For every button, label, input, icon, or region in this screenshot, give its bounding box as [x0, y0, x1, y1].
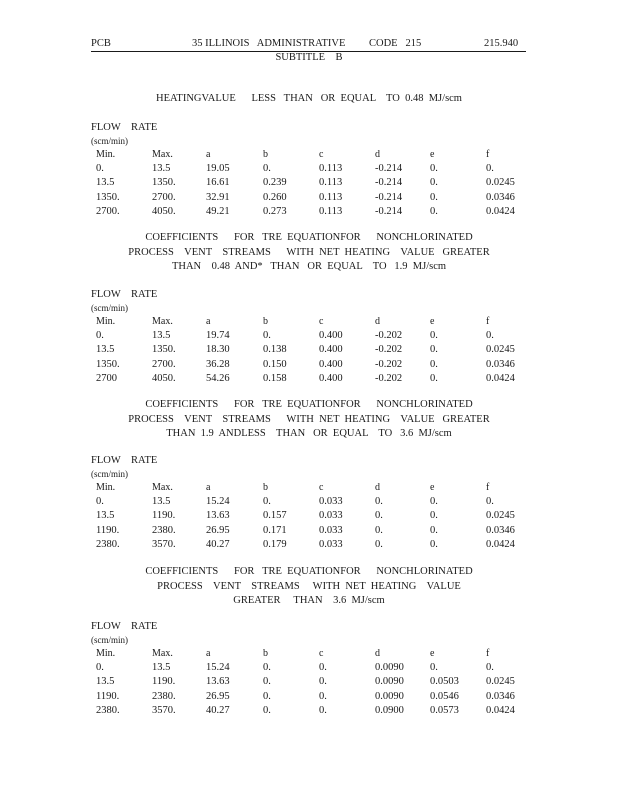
table-header-row: [0, 150, 618, 164]
table-row: [0, 526, 618, 540]
section-caption: [0, 94, 618, 109]
table-cell: 2380.: [152, 690, 176, 702]
column-header: a: [206, 482, 211, 493]
table-cell: 32.91: [206, 191, 230, 203]
section-caption: [0, 400, 618, 444]
table-cell: 16.61: [206, 177, 230, 189]
table-cell: 40.27: [206, 538, 230, 550]
table-cell: 4050.: [152, 372, 176, 384]
table-cell: 40.27: [206, 704, 230, 716]
table-cell: 0.: [263, 690, 271, 702]
table-cell: -0.214: [375, 177, 403, 189]
table-cell: 0.: [430, 177, 438, 189]
table-cell: 13.5: [96, 510, 115, 522]
table-cell: 0.179: [263, 538, 287, 550]
table-cell: -0.202: [375, 358, 403, 370]
table-cell: 54.26: [206, 372, 230, 384]
table-cell: 13.5: [96, 177, 115, 189]
page-header: [91, 39, 526, 52]
table-cell: 1190.: [96, 524, 120, 536]
table-cell: 0.260: [263, 191, 287, 203]
table-cell: 0.: [375, 538, 383, 550]
table-cell: 13.5: [96, 344, 115, 356]
table-cell: 0.: [430, 496, 438, 508]
table-cell: 0.: [263, 676, 271, 688]
column-header: f: [486, 149, 490, 160]
column-header: f: [486, 648, 490, 659]
column-header: Max.: [152, 316, 173, 327]
table-cell: 0.: [319, 704, 327, 716]
header-subtitle: SUBTITLE B: [275, 52, 343, 63]
table-cell: 0.: [430, 358, 438, 370]
table-row: [0, 193, 618, 207]
table-row: [0, 207, 618, 221]
table-cell: 2380.: [96, 704, 120, 716]
table-cell: 0.273: [263, 205, 287, 217]
column-header: f: [486, 482, 490, 493]
table-cell: 1350.: [96, 191, 120, 203]
caption-line: COEFFICIENTS FOR TRE EQUATIONFOR NONCHLORINATED: [145, 399, 473, 410]
caption-line: HEATINGVALUE LESS THAN OR EQUAL TO 0.48 MJ/scm: [156, 93, 462, 104]
table-header-row: [0, 649, 618, 663]
column-header: d: [375, 149, 380, 160]
table-cell: 0.0245: [486, 510, 515, 522]
table-cell: 0.0090: [375, 690, 404, 702]
caption-line: PROCESS VENT STREAMS WITH NET HEATING VALUE GREATER: [128, 413, 490, 425]
table-row: [0, 164, 618, 178]
table-cell: 4050.: [152, 205, 176, 217]
table-cell: 1350.: [152, 177, 176, 189]
table-cell: 0.: [263, 496, 271, 508]
flow-rate-label: FLOW RATE: [91, 122, 158, 133]
table-cell: 0.: [263, 704, 271, 716]
table-cell: 2700.: [96, 205, 120, 217]
table-cell: 19.74: [206, 330, 230, 342]
column-header: Min.: [96, 316, 116, 327]
column-header: d: [375, 482, 380, 493]
column-header: c: [319, 149, 324, 160]
table-row: [0, 511, 618, 525]
table-cell: 0.033: [319, 510, 343, 522]
column-header: Min.: [96, 648, 116, 659]
table-cell: 0.: [96, 330, 104, 342]
column-header: a: [206, 648, 211, 659]
table-cell: 0.: [96, 662, 104, 674]
table-cell: -0.214: [375, 191, 403, 203]
table-cell: -0.214: [375, 163, 403, 175]
section-caption: [0, 233, 618, 277]
flow-rate-units: (scm/min): [91, 469, 128, 479]
table-cell: 0.: [430, 510, 438, 522]
column-header: Max.: [152, 648, 173, 659]
table-cell: 0.0346: [486, 191, 515, 203]
table-cell: 0.: [430, 538, 438, 550]
column-header: c: [319, 482, 324, 493]
table-cell: 0.0245: [486, 177, 515, 189]
table-cell: 0.0090: [375, 676, 404, 688]
table-cell: 0.239: [263, 177, 287, 189]
caption-line: COEFFICIENTS FOR TRE EQUATIONFOR NONCHLORINATED: [145, 566, 473, 577]
table-cell: 1350.: [96, 358, 120, 370]
table-cell: 0.0546: [430, 690, 459, 702]
table-cell: 0.: [430, 344, 438, 356]
table-cell: 0.158: [263, 372, 287, 384]
table-cell: 0.: [486, 496, 494, 508]
column-header: a: [206, 149, 211, 160]
column-header: e: [430, 482, 435, 493]
table-row: [0, 540, 618, 554]
table-cell: 0.0346: [486, 524, 515, 536]
table-cell: 26.95: [206, 690, 230, 702]
flow-rate-units: (scm/min): [91, 136, 128, 146]
table-cell: 0.: [263, 662, 271, 674]
table-cell: 0.: [375, 510, 383, 522]
flow-rate-label: FLOW RATE: [91, 621, 158, 632]
table-cell: 3570.: [152, 704, 176, 716]
column-header: Max.: [152, 482, 173, 493]
table-cell: 0.: [430, 205, 438, 217]
table-row: [0, 178, 618, 192]
table-cell: 0.: [375, 524, 383, 536]
table-cell: 0.: [263, 163, 271, 175]
header-left: PCB: [91, 38, 111, 49]
table-cell: 0.033: [319, 538, 343, 550]
table-cell: 3570.: [152, 538, 176, 550]
table-cell: -0.202: [375, 330, 403, 342]
table-cell: 0.0424: [486, 205, 515, 217]
table-cell: 0.: [96, 163, 104, 175]
flow-rate-units: (scm/min): [91, 635, 128, 645]
table-cell: 2380.: [96, 538, 120, 550]
table-header-row: [0, 483, 618, 497]
table-row: [0, 692, 618, 706]
table-cell: 0.: [430, 372, 438, 384]
coefficient-table: [0, 483, 618, 554]
header-section: 215.940: [484, 38, 519, 49]
table-cell: -0.202: [375, 372, 403, 384]
table-cell: 2700: [96, 372, 117, 384]
table-cell: 0.0346: [486, 358, 515, 370]
table-row: [0, 331, 618, 345]
table-cell: 13.63: [206, 676, 230, 688]
table-cell: 0.0573: [430, 704, 459, 716]
table-cell: 0.: [430, 662, 438, 674]
table-cell: 15.24: [206, 496, 230, 508]
column-header: b: [263, 648, 268, 659]
table-cell: 0.113: [319, 163, 343, 175]
table-cell: 0.400: [319, 358, 343, 370]
table-row: [0, 706, 618, 720]
column-header: a: [206, 316, 211, 327]
table-cell: 2380.: [152, 524, 176, 536]
table-cell: 0.: [486, 330, 494, 342]
coefficient-table: [0, 150, 618, 221]
column-header: Min.: [96, 482, 116, 493]
table-row: [0, 345, 618, 359]
column-header: Max.: [152, 149, 173, 160]
table-cell: 0.0503: [430, 676, 459, 688]
flow-rate-label: FLOW RATE: [91, 455, 158, 466]
table-cell: 0.: [430, 524, 438, 536]
table-cell: 0.400: [319, 344, 343, 356]
table-cell: 13.63: [206, 510, 230, 522]
column-header: Min.: [96, 149, 116, 160]
table-cell: 0.0090: [375, 662, 404, 674]
table-cell: 0.0245: [486, 676, 515, 688]
column-header: b: [263, 482, 268, 493]
table-cell: 13.5: [152, 163, 171, 175]
table-cell: 0.113: [319, 191, 343, 203]
table-cell: 0.113: [319, 177, 343, 189]
table-header-row: [0, 317, 618, 331]
table-cell: 2700.: [152, 191, 176, 203]
table-cell: 0.033: [319, 524, 343, 536]
header-code: CODE 215: [369, 38, 422, 49]
column-header: e: [430, 648, 435, 659]
column-header: d: [375, 648, 380, 659]
table-cell: 0.: [96, 496, 104, 508]
table-cell: 0.: [319, 690, 327, 702]
table-cell: 0.0346: [486, 690, 515, 702]
header-title: 35 ILLINOIS ADMINISTRATIVE: [192, 38, 346, 49]
table-cell: 13.5: [152, 496, 171, 508]
table-cell: 0.171: [263, 524, 287, 536]
column-header: f: [486, 316, 490, 327]
caption-line: PROCESS VENT STREAMS WITH NET HEATING VALUE: [157, 580, 461, 592]
table-cell: 49.21: [206, 205, 230, 217]
column-header: e: [430, 149, 435, 160]
table-cell: 15.24: [206, 662, 230, 674]
coefficient-table: [0, 317, 618, 388]
table-cell: 0.400: [319, 372, 343, 384]
column-header: c: [319, 316, 324, 327]
table-cell: 18.30: [206, 344, 230, 356]
table-cell: 13.5: [152, 662, 171, 674]
table-cell: 19.05: [206, 163, 230, 175]
table-cell: 1350.: [152, 344, 176, 356]
column-header: b: [263, 149, 268, 160]
column-header: c: [319, 648, 324, 659]
table-cell: 1190.: [96, 690, 120, 702]
table-cell: 0.: [486, 662, 494, 674]
table-cell: 0.0424: [486, 704, 515, 716]
table-cell: 0.0245: [486, 344, 515, 356]
table-cell: 0.: [430, 163, 438, 175]
caption-line: PROCESS VENT STREAMS WITH NET HEATING VALUE GREATER: [128, 246, 490, 258]
table-cell: 1190.: [152, 510, 176, 522]
table-cell: 1190.: [152, 676, 176, 688]
table-cell: 0.0424: [486, 372, 515, 384]
table-cell: 0.138: [263, 344, 287, 356]
table-cell: 26.95: [206, 524, 230, 536]
table-row: [0, 374, 618, 388]
caption-line: THAN 1.9 ANDLESS THAN OR EQUAL TO 3.6 MJ/scm: [166, 428, 452, 439]
column-header: e: [430, 316, 435, 327]
table-cell: -0.202: [375, 344, 403, 356]
table-cell: 0.: [375, 496, 383, 508]
flow-rate-units: (scm/min): [91, 303, 128, 313]
table-cell: 0.: [430, 191, 438, 203]
table-cell: 0.: [486, 163, 494, 175]
table-cell: 0.: [430, 330, 438, 342]
flow-rate-label: FLOW RATE: [91, 289, 158, 300]
table-cell: 0.033: [319, 496, 343, 508]
table-cell: -0.214: [375, 205, 403, 217]
table-row: [0, 677, 618, 691]
caption-line: THAN 0.48 AND* THAN OR EQUAL TO 1.9 MJ/scm: [171, 261, 447, 272]
table-cell: 0.400: [319, 330, 343, 342]
table-cell: 13.5: [96, 676, 115, 688]
caption-line: GREATER THAN 3.6 MJ/scm: [233, 595, 385, 606]
table-cell: 0.: [263, 330, 271, 342]
table-row: [0, 497, 618, 511]
table-cell: 0.113: [319, 205, 343, 217]
table-cell: 0.: [319, 676, 327, 688]
table-cell: 36.28: [206, 358, 230, 370]
table-cell: 2700.: [152, 358, 176, 370]
section-caption: [0, 567, 618, 611]
table-row: [0, 663, 618, 677]
table-cell: 0.0424: [486, 538, 515, 550]
table-cell: 0.0900: [375, 704, 404, 716]
table-cell: 0.157: [263, 510, 287, 522]
coefficient-table: [0, 649, 618, 720]
column-header: d: [375, 316, 380, 327]
table-cell: 13.5: [152, 330, 171, 342]
column-header: b: [263, 316, 268, 327]
table-row: [0, 360, 618, 374]
table-cell: 0.150: [263, 358, 287, 370]
table-cell: 0.: [319, 662, 327, 674]
caption-line: COEFFICIENTS FOR TRE EQUATIONFOR NONCHLORINATED: [145, 232, 473, 243]
